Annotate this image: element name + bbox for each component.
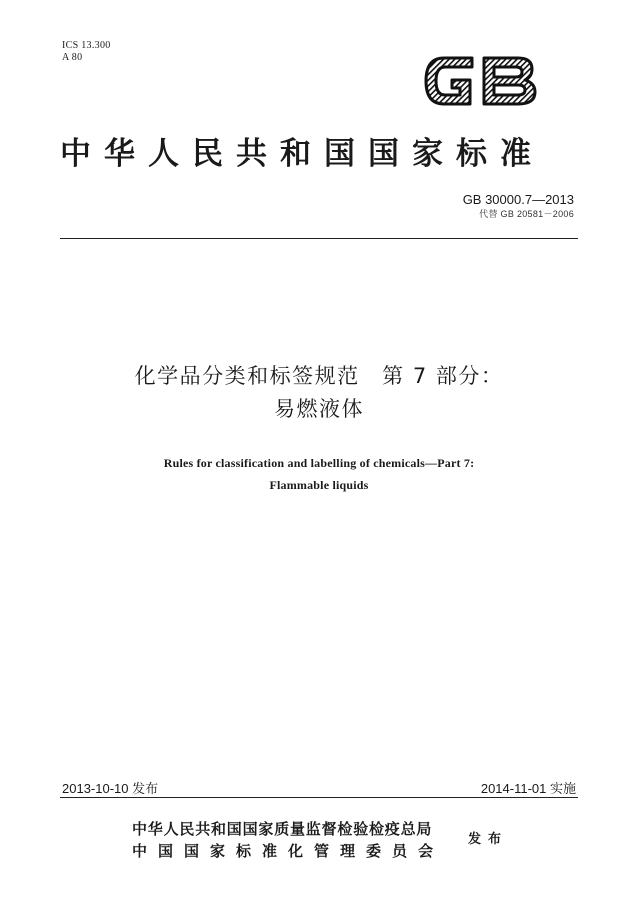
implementation-date: 2014-11-01 实施 (480, 781, 576, 796)
gb-logo (414, 48, 544, 114)
issuer-sac: 中国国家标准化管理委员会 (132, 842, 445, 860)
issuing-authorities (132, 818, 444, 862)
ics-code: ICS 13.300 (62, 40, 111, 51)
standard-number-block (463, 192, 574, 222)
gb-logo-graphic (414, 48, 544, 114)
top-divider (60, 238, 578, 239)
english-title-line-1: Rules for classification and labelling of chemicals—Part 7: (163, 456, 475, 470)
replaces-standard: 代替 GB 20581－2006 (479, 209, 574, 219)
publish-label: 发布 (468, 832, 509, 847)
bottom-divider (60, 797, 578, 798)
chinese-title-line-1: 化学品分类和标签规范 第 7 部分： (134, 364, 504, 388)
classification-codes (62, 40, 111, 64)
standard-number: GB 30000.7—2013 (462, 192, 574, 207)
standard-category-title: 中华人民共和国国家标准 (60, 136, 544, 172)
chinese-title-line-2: 易燃液体 (274, 397, 364, 421)
issue-date: 2013-10-10 发布 (62, 781, 159, 796)
chinese-title (60, 360, 578, 426)
english-title-line-2: Flammable liquids (269, 478, 369, 492)
ccs-code: A 80 (62, 52, 83, 63)
english-title (60, 452, 578, 496)
issuer-aqsiq: 中华人民共和国国家质量监督检验检疫总局 (132, 820, 433, 838)
